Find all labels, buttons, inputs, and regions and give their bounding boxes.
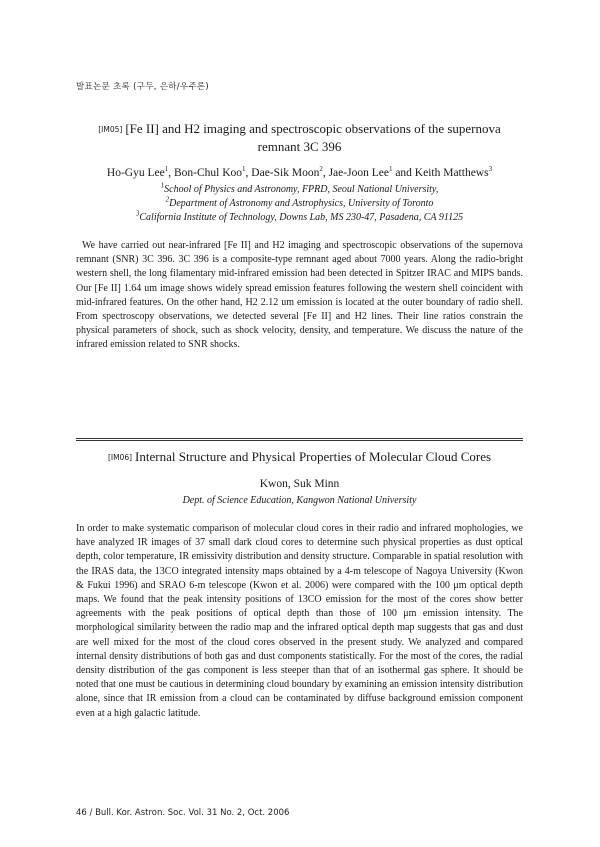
author: Jae-Joon Lee$^1$ and <box>328 165 415 179</box>
affiliation-list <box>76 183 523 225</box>
paper-code: [IM06] <box>107 453 133 462</box>
affiliation: $^3$California Institute of Technology, Downs Lab, MS 230-47, Pasadena, CA 91125 <box>135 209 464 223</box>
affiliation: $^2$Department of Astronomy and Astrophysics, University of Toronto <box>165 195 434 209</box>
running-header: 발표논문 초록 (구두, 은하/우주론) <box>76 82 210 92</box>
paper-title-text: Internal Structure and Physical Properties of Molecular Cloud Cores <box>135 449 492 464</box>
author: Ho-Gyu Lee$^1$, <box>106 165 174 179</box>
author-list <box>76 165 523 181</box>
section-divider <box>76 438 523 441</box>
affiliation-list <box>76 494 523 508</box>
paper-title <box>76 120 523 155</box>
affiliation: $^1$School of Physics and Astronomy, FPRD, Seoul National University, <box>160 181 439 195</box>
author: Bon-Chul Koo$^1$, <box>173 165 252 179</box>
abstract-im05 <box>76 120 523 363</box>
page-footer: 46 / Bull. Kor. Astron. Soc. Vol. 31 No. 2, Oct. 2006 <box>76 808 290 818</box>
abstract-text: We have carried out near-infrared [Fe II] and H2 imaging and spectroscopic observations of the supernova remnant (SNR) 3C 396. 3C 396 is a composite-type remnant aged about 7000 years. Along the radio-bright western shell, the long filamentary mid-infrared emission had been detected in Spitzer IRAC and MIPS bands. Our [Fe II] 1.64 um image shows widely spread emission features following the western shell coincident with mid-infrared features. On the other hand, H2 2.12 um emission is located at the outer boundary of radio shell. From spectroscopy observations, we detected several [Fe II] and H2 lines. Their line ratios constrain the physical parameters of shock, such as shock velocity, density, and temperature. We discuss the nature of the infrared emission related to SNR shocks. <box>76 240 523 351</box>
abstract-im06 <box>76 448 523 731</box>
affiliation: Dept. of Science Education, Kangwon National University <box>182 495 417 506</box>
paper-title <box>76 448 523 466</box>
author-list <box>76 476 523 492</box>
paper-title-text: [Fe II] and H2 imaging and spectroscopic observations of the supernova remnant 3C 396 <box>125 121 501 154</box>
author: Kwon, Suk Minn <box>259 478 340 490</box>
author: Keith Matthews$^3$ <box>414 165 493 179</box>
abstract-text: In order to make systematic comparison of molecular cloud cores in their radio and infrared mophologies, we have analyzed IR images of 37 small dark cloud cores to determine such physical properties as dust optical depth, color temperature, IR emissivity distribution and density structure. Comparable in spatial resolution with the IRAS data, the 13CO integrated intensity maps obtained by a 4-m telescope of Nagoya University (Kwon & Fukui 1996) and SRAO 6-m telescope (Kwon et al. 2006) were compared with the 100 μm optical depth maps. We found that the peak intensity positions of 13CO emission for the most of the cores show better agreements with the peak positions of optical depth than those of 100 μm emission intensity. The morphological similarity between the radio map and the infrared optical depth map suggests that gas and dust are well mixed for the most of the cloud cores observed in the present study. We analyzed and compared internal density distributions of both gas and dust components statistically. For the most of the cores, the radial density distribution of the gas component is less steeper than that of an isothermal gas sphere. It should be noted that one must be cautious in determining cloud boundary by examining an emission intensity distribution alone, since that IR emission from a cloud can be contaminated by diffuse background emission component even at a high galactic latitude. <box>76 523 523 719</box>
author: Dae-Sik Moon$^2$, <box>251 165 329 179</box>
paper-code: [IM05] <box>98 125 123 134</box>
